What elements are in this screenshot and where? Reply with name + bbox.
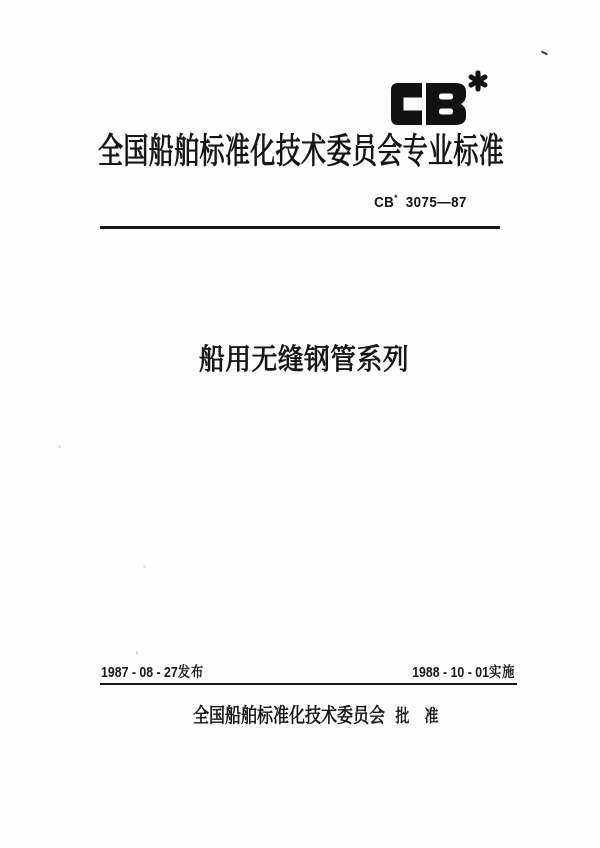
scan-speck [143,565,146,568]
cb-logo-label [389,125,390,126]
standard-code [374,193,467,211]
implement-date-line [412,666,515,681]
approval-org: 全国船舶标准化技术委员会 [193,705,385,727]
issue-date-line [101,666,204,681]
standard-code-prefix: CB [374,195,395,211]
approval-label: 批 准 [395,706,445,726]
scan-speck [541,50,548,55]
scan-speck [58,445,61,448]
issue-date-label: 发布 [177,665,205,681]
issue-date: 1987 - 08 - 27 [101,665,178,681]
header-rule [100,226,500,229]
footer-rule [100,683,517,685]
standard-code-number: 3075—87 [405,195,467,211]
scan-speck [136,651,138,655]
standard-code-star: * [394,193,398,203]
cb-logo-graphic [389,70,494,125]
org-standard-heading: 全国船舶标准化技术委员会专业标准 [98,132,505,171]
implement-date-label: 实施 [488,665,515,681]
document-title: 船用无缝钢管系列 [199,344,410,376]
cb-standard-logo [389,70,494,125]
implement-date: 1988 - 10 - 01 [411,665,489,681]
approval-line [193,706,444,727]
